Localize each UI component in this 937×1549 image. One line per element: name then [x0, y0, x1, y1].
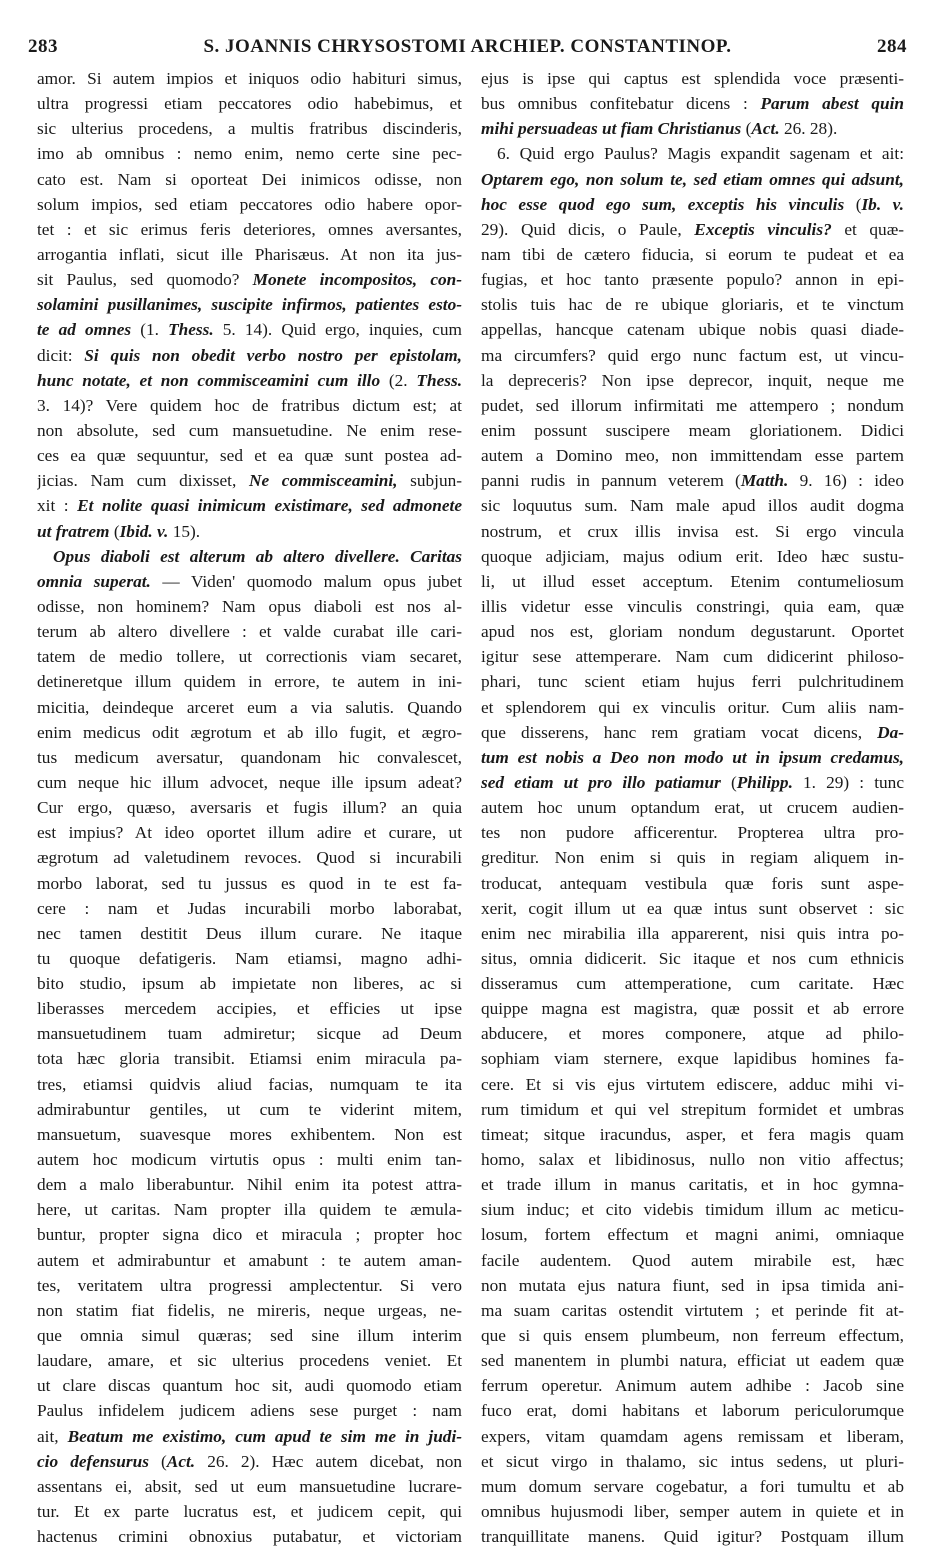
text-segment: non mutata ejus natura fiunt, sed in ipsa timida ani- [481, 1275, 904, 1295]
text-line [481, 594, 904, 619]
right-text-column [481, 66, 904, 1549]
text-segment: autem hoc modicum virtutis opus : multi enim tan- [37, 1150, 462, 1170]
text-line [37, 770, 462, 795]
text-line [37, 745, 462, 770]
text-line [481, 1172, 904, 1197]
text-line [481, 669, 904, 694]
text-segment: tur. Et ex parte lucratus est, et judicem cepit, qui [37, 1502, 462, 1522]
italic-text: Ne commisceamini, [248, 471, 398, 491]
text-line [481, 1072, 904, 1097]
text-line [481, 1424, 904, 1449]
text-line [37, 1122, 462, 1147]
text-segment: 6. Quid ergo Paulus? Magis expandit sagenam et ait: [497, 144, 904, 164]
text-line [37, 1021, 462, 1046]
text-segment: (2. [380, 370, 417, 390]
text-line [481, 167, 904, 192]
left-text-column [37, 66, 462, 1549]
text-line [37, 1172, 462, 1197]
text-segment: est impius? At ideo oportet illum adire et curare, ut [37, 823, 462, 843]
text-line [37, 1323, 462, 1348]
text-line [37, 669, 462, 694]
text-segment: stolis tuis hac de re ubique gloriaris, et te vinctum [481, 295, 904, 315]
text-segment: 26. 28). [779, 119, 838, 139]
text-segment: fuco erat, domi habitans et laborum periculorumque [481, 1401, 904, 1421]
text-line [481, 619, 904, 644]
text-segment: autem hoc unum optandum erat, ut crucem audien- [481, 798, 904, 818]
text-segment: autem et admirabuntur et amabunt : te autem aman- [37, 1250, 462, 1270]
text-segment: enim nec mirabilia illa apparerent, nisi quis intra po- [481, 923, 904, 943]
italic-text: Act. [166, 1451, 196, 1471]
text-line [37, 393, 462, 418]
page-header [28, 36, 907, 60]
text-line [37, 1373, 462, 1398]
text-segment: mansuetudinem tuam admiretur; sicque ad Deum [37, 1024, 462, 1044]
text-segment: mansuetum, suavesque mores exhibentem. Non est [37, 1124, 462, 1144]
text-segment: ultra progressi etiam peccatores odio habebimus, et [37, 94, 462, 114]
text-line [481, 1097, 904, 1122]
text-segment: expers, vitam quamdam agens remissam et liberam, [481, 1426, 904, 1446]
text-line [481, 896, 904, 921]
text-line [37, 1474, 462, 1499]
text-segment: ait, [37, 1426, 68, 1446]
text-segment: amor. Si autem impios et iniquos odio habituri simus, [37, 69, 462, 88]
text-segment: dem a malo liberabuntur. Nihil enim ita potest attra- [37, 1175, 462, 1195]
text-line [37, 1072, 462, 1097]
text-segment: ( [148, 1451, 167, 1471]
text-line [481, 1499, 904, 1524]
text-segment: et quæ- [831, 219, 904, 239]
text-line [481, 1323, 904, 1348]
text-segment: ægrotum ad valetudinem revoces. Quod si incurabili [37, 848, 462, 868]
text-segment: cato est. Nam si oporteat Dei inimicos odisse, non [37, 169, 462, 189]
text-segment: disseramus cum attemperatione, cum caritate. Hæc [481, 974, 904, 994]
italic-text: Exceptis vinculis? [694, 219, 832, 239]
text-line [37, 1398, 462, 1423]
text-segment: xerit, cogit illum ut ea quæ intus sunt observet : sic [481, 898, 904, 918]
text-segment: autem a Domino meo, non immittendam esse partem [481, 446, 904, 466]
text-segment: situs, omnia didicerit. Sic itaque et nos cum ethnicis [481, 948, 904, 968]
text-line [37, 1147, 462, 1172]
text-line [481, 242, 904, 267]
text-line [481, 443, 904, 468]
text-segment: hactenus crimini obnoxius putabatur, et victoriam [37, 1527, 462, 1547]
text-line [481, 1122, 904, 1147]
text-segment: 26. 2). Hæc autem dicebat, non [195, 1451, 462, 1471]
text-line [37, 695, 462, 720]
text-segment: tranquillitate manens. Quid igitur? Postquam illum [481, 1527, 904, 1547]
text-segment: facile audentem. Quod autem mirabile est, hæc [481, 1250, 904, 1270]
text-line [37, 795, 462, 820]
text-segment: fugias, et hoc tanto præsente populo? annon in epi- [481, 270, 904, 290]
text-segment: nec tamen destitit Deus illum curare. Ne itaque [37, 923, 462, 943]
text-line [481, 1474, 904, 1499]
text-segment: et trade illum in manus caritatis, et in hoc gymna- [481, 1175, 904, 1195]
italic-text: Optarem ego, non solum te, sed etiam omnes qui adsunt, [481, 169, 904, 189]
text-segment: 9. 16) : ideo [788, 471, 904, 491]
text-segment: ( [109, 521, 120, 541]
text-segment: tes non pudore afficerentur. Propterea ultra pro- [481, 823, 904, 843]
running-title: S. JOANNIS CHRYSOSTOMI ARCHIEP. CONSTANTINOP. [203, 36, 732, 57]
text-segment: cum neque hic illum advocet, neque ille ipsum adeat? [37, 772, 462, 792]
text-line [481, 996, 904, 1021]
text-line [37, 317, 462, 342]
text-segment: ( [720, 772, 737, 792]
text-line [481, 695, 904, 720]
text-segment: enim medicus odit ægrotum et ab illo fugit, et ægro- [37, 722, 462, 742]
text-line [481, 820, 904, 845]
text-line [37, 217, 462, 242]
text-segment: sic ulterius procedens, a multis fratribus discinderis, [37, 119, 462, 139]
text-segment: sed manentem in plumbi natura, efficiat ut eadem quæ [481, 1351, 904, 1371]
text-segment: odisse, non hominem? Nam opus diaboli est nos al- [37, 596, 462, 616]
text-segment: et sicut virgo in thalamo, sic intus sedens, ut pluri- [481, 1451, 904, 1471]
text-line [481, 91, 904, 116]
page-number-right: 284 [877, 36, 907, 57]
text-segment: appellas, hancque catenam ubique nobis quasi diade- [481, 320, 904, 340]
italic-text: tum est nobis a Deo non modo ut in ipsum credamus, [481, 747, 904, 767]
text-segment: mum domum servare cogebatur, a fori tumultu et ab [481, 1476, 904, 1496]
text-line [481, 1021, 904, 1046]
text-line [37, 493, 462, 518]
text-segment: abducere, et mores componere, atque ad philo- [481, 1024, 904, 1044]
text-line [37, 242, 462, 267]
text-line [37, 66, 462, 91]
text-line [37, 544, 462, 569]
text-line [481, 267, 904, 292]
italic-text: Si quis non obedit verbo nostro per epistolam, [84, 345, 462, 365]
text-segment: 1. 29) : tunc [792, 772, 904, 792]
text-line [481, 343, 904, 368]
italic-text: cio defensurus [37, 1451, 149, 1471]
text-line [37, 594, 462, 619]
text-segment: (1. [131, 320, 169, 340]
text-segment: ces ea quæ sequuntur, sed et ea quæ sunt postea ad- [37, 446, 462, 466]
text-segment: solum impios, sed etiam peccatores odio habere opor- [37, 194, 462, 214]
text-line [481, 493, 904, 518]
text-line [37, 343, 462, 368]
italic-text: Monete incompositos, con- [252, 270, 462, 290]
text-line [481, 141, 904, 166]
text-line [481, 1398, 904, 1423]
text-segment: panni rudis in pannum veterem ( [481, 471, 741, 491]
text-segment: ma circumfers? quid ergo nunc factum est, ut vincu- [481, 345, 904, 365]
text-segment: dicit: [37, 345, 85, 365]
italic-text: hoc esse quod ego sum, exceptis his vinculis [481, 194, 845, 214]
text-line [37, 1424, 462, 1449]
text-line [481, 1046, 904, 1071]
text-segment: ejus is ipse qui captus est splendida voce præsenti- [481, 69, 904, 88]
text-line [37, 569, 462, 594]
text-line [37, 267, 462, 292]
text-line [481, 468, 904, 493]
text-segment: quippe magna est magistra, quæ possit et ab errore [481, 999, 904, 1019]
text-segment: homo, salax et libidinosus, nullo non vitio affectus; [481, 1150, 904, 1170]
text-line [37, 921, 462, 946]
text-segment: tes, veritatem ultra progressi amplectentur. Si vero [37, 1275, 462, 1295]
text-segment: losum, fortem effectum et magni animi, omniaque [481, 1225, 904, 1245]
text-segment: here, ut caritas. Nam propter illa quidem te æmula- [37, 1200, 462, 1220]
text-line [37, 1524, 462, 1549]
text-line [481, 418, 904, 443]
text-line [37, 1298, 462, 1323]
text-segment: que disserens, hanc rem gratiam vocat dicens, [481, 722, 878, 742]
text-segment: admirabuntur gentiles, ut cum te viderint mitem, [37, 1099, 462, 1119]
text-line [37, 971, 462, 996]
text-line [37, 519, 462, 544]
text-line [481, 720, 904, 745]
text-segment: apud nos est, gloriam nondum degustarunt. Oportet [481, 622, 904, 642]
italic-text: Parum abest quin [760, 94, 904, 114]
text-segment: la depreceris? Non ipse deprecor, inquit, neque me [481, 370, 904, 390]
text-line [37, 167, 462, 192]
text-line [481, 1449, 904, 1474]
text-segment: ut clare discas quantum hoc sit, audi quomodo etiam [37, 1376, 462, 1396]
text-segment: pudet, sed illorum infirmitati me attempero ; nondum [481, 395, 904, 415]
text-segment: cere : nam et Judas incurabili morbo laborabat, [37, 898, 462, 918]
text-line [37, 368, 462, 393]
text-line [37, 443, 462, 468]
text-segment: buntur, propter signa dico et miracula ; propter hoc [37, 1225, 462, 1245]
italic-text: Ib. v. [861, 194, 904, 214]
text-segment: rum timidum et qui vel strepitum formidet et umbras [481, 1099, 904, 1119]
text-segment: terum ab altero divellere : et valde curabat ille cari- [37, 622, 462, 642]
text-segment: 3. 14)? Vere quidem hoc de fratribus dictum est; at [37, 395, 462, 415]
text-line [37, 896, 462, 921]
text-segment: arrogantia inflati, sicut ille Pharisæus. At non ita jus- [37, 244, 462, 264]
text-line [37, 720, 462, 745]
text-line [481, 116, 904, 141]
text-line [37, 845, 462, 870]
text-line [37, 871, 462, 896]
text-segment: non absolute, sed cum mansuetudine. Ne enim rese- [37, 420, 462, 440]
text-segment: omnibus hujusmodi liber, semper autem in quiete et in [481, 1502, 904, 1522]
text-line [481, 745, 904, 770]
text-segment: greditur. Non enim si quis in regiam aliquem in- [481, 848, 904, 868]
text-line [481, 192, 904, 217]
text-segment: detineretque illum quidem in errore, te autem in ini- [37, 672, 462, 692]
italic-text: hunc notate, et non commisceamini cum illo [37, 370, 381, 390]
text-line [481, 921, 904, 946]
text-line [37, 1248, 462, 1273]
text-segment: ma suam caritas ostendit virtutem ; et perinde fit at- [481, 1300, 904, 1320]
italic-text: Matth. [740, 471, 789, 491]
text-line [481, 569, 904, 594]
text-segment: troducat, antequam vestibula quæ foris sunt aspe- [481, 873, 904, 893]
text-segment: illis videtur esse vinculis constringi, quia eam, quæ [481, 596, 904, 616]
text-segment: tres, etiamsi quidvis aliud facias, numquam te ita [37, 1074, 462, 1094]
text-segment: liberasses mercedem accipies, et efficies ut ipse [37, 999, 462, 1019]
text-line [481, 544, 904, 569]
text-segment: Cur ergo, quæso, aversaris et fugis illum? an quia [37, 798, 462, 818]
italic-text: sed etiam ut pro illo patiamur [481, 772, 721, 792]
text-line [481, 1373, 904, 1398]
text-segment: micitia, deindeque arceret eum a via salutis. Quando [37, 697, 462, 717]
text-line [481, 1524, 904, 1549]
text-line [37, 292, 462, 317]
text-line [37, 116, 462, 141]
text-line [481, 292, 904, 317]
text-line [37, 644, 462, 669]
text-segment: li, ut illud esset acceptum. Etenim contumeliosum [481, 571, 904, 591]
text-line [37, 946, 462, 971]
text-segment: bus omnibus confitebatur dicens : [481, 94, 761, 114]
text-segment: sium induc; et cito videbis timidum illum ac meticu- [481, 1200, 904, 1220]
italic-text: Act. [751, 119, 780, 139]
text-line [37, 1097, 462, 1122]
text-segment: 15). [168, 521, 201, 541]
text-line [481, 1248, 904, 1273]
text-line [481, 644, 904, 669]
text-line [37, 1197, 462, 1222]
text-segment: sophiam viam sternere, exque lapidibus homines fa- [481, 1049, 904, 1069]
text-line [37, 468, 462, 493]
text-segment: cere. Et si vis ejus virtutem ediscere, adduc mihi vi- [481, 1074, 904, 1094]
text-line [37, 1348, 462, 1373]
text-line [37, 1046, 462, 1071]
text-segment: sic loquutus sum. Nam male apud illos audit dogma [481, 496, 904, 516]
text-segment: morbo laborat, sed tu jussus es quod in te est fa- [37, 873, 462, 893]
text-segment: ( [844, 194, 862, 214]
italic-text: ut fratrem [37, 521, 110, 541]
text-segment: assentans ei, absit, sed ut eum mansuetudine lucrare- [37, 1476, 462, 1496]
text-line [481, 1197, 904, 1222]
italic-text: te ad omnes [37, 320, 132, 340]
text-line [37, 91, 462, 116]
text-segment: Paulus infidelem judicem adiens sese purget : nam [37, 1401, 462, 1421]
text-line [481, 217, 904, 242]
text-segment: ferrum operetur. Animum autem adhibe : Jacob sine [481, 1376, 904, 1396]
text-segment: 5. 14). Quid ergo, inquies, cum [213, 320, 462, 340]
text-segment: que si quis ensem plumbeum, non ferreum effectum, [481, 1326, 904, 1346]
text-line [37, 192, 462, 217]
text-line [481, 871, 904, 896]
text-segment: nostrum, et crux illis invisa est. Si ergo vincula [481, 521, 904, 541]
text-line [481, 317, 904, 342]
text-segment: 29). Quid dicis, o Paule, [481, 219, 695, 239]
text-line [37, 1222, 462, 1247]
text-segment: — Viden' quomodo malum opus jubet [150, 571, 462, 591]
text-segment: jicias. Nam cum dixisset, [37, 471, 249, 491]
text-segment: ( [741, 119, 752, 139]
text-line [37, 820, 462, 845]
italic-text: Opus diaboli est alterum ab altero divellere. Caritas [53, 546, 462, 566]
text-segment: tota hæc gloria transibit. Etiamsi enim miracula pa- [37, 1049, 462, 1069]
text-line [481, 519, 904, 544]
text-segment: xit : [37, 496, 78, 516]
text-line [481, 1348, 904, 1373]
page-number-left: 283 [28, 36, 58, 57]
text-line [481, 795, 904, 820]
text-line [481, 1298, 904, 1323]
text-line [37, 996, 462, 1021]
italic-text: Da- [877, 722, 904, 742]
text-segment: timeat; sitque iracundus, asper, et fera magis quam [481, 1124, 904, 1144]
text-line [481, 1147, 904, 1172]
italic-text: Philipp. [736, 772, 793, 792]
text-segment: tet : et sic erimus feris deteriores, omnes aversantes, [37, 219, 462, 239]
text-segment: non statim fiat fidelis, ne mireris, neque urgeas, ne- [37, 1300, 462, 1320]
text-segment: phari, tunc scient etiam hujus ferri pulchritudinem [481, 672, 904, 692]
text-line [37, 1499, 462, 1524]
text-segment: bito studio, ipsum ab impietate non liberes, ac si [37, 974, 462, 994]
text-segment: tus medicum aversatur, quandonam hic convalescet, [37, 747, 462, 767]
text-segment: quoque adjiciam, majus odium erit. Ideo hæc sustu- [481, 546, 904, 566]
text-segment: subjun- [397, 471, 462, 491]
text-segment: enim possunt suscipere meam gloriationem. Didici [481, 420, 904, 440]
text-line [481, 946, 904, 971]
text-line [481, 1222, 904, 1247]
text-line [481, 770, 904, 795]
italic-text: Ibid. v. [119, 521, 169, 541]
text-line [37, 1273, 462, 1298]
text-line [37, 1449, 462, 1474]
text-line [37, 141, 462, 166]
text-segment: nam tibi de cætero fiducia, si eorum te pudeat et ea [481, 244, 904, 264]
text-line [481, 1273, 904, 1298]
italic-text: Thess. [168, 320, 214, 340]
text-line [37, 619, 462, 644]
text-segment: igitur sese attemperare. Nam cum didicerint philoso- [481, 647, 904, 667]
text-line [481, 368, 904, 393]
text-line [481, 66, 904, 91]
text-segment: tatem de medio tollere, ut correctionis viam secaret, [37, 647, 462, 667]
text-line [37, 418, 462, 443]
italic-text: Et nolite quasi inimicum existimare, sed admonete [77, 496, 462, 516]
text-segment: que omnia simul quæras; sed sine illum interim [37, 1326, 462, 1346]
text-segment: et splendorem qui ex vinculis oritur. Cum aliis nam- [481, 697, 904, 717]
text-segment: laudare, amare, et sic ulterius procedens veniet. Et [37, 1351, 462, 1371]
italic-text: omnia superat. [37, 571, 151, 591]
text-segment: tu quoque defatigeris. Nam etiamsi, magno adhi- [37, 948, 462, 968]
text-line [481, 971, 904, 996]
italic-text: Beatum me existimo, cum apud te sim me in judi- [67, 1426, 462, 1446]
text-segment: sit Paulus, sed quomodo? [37, 270, 253, 290]
italic-text: mihi persuadeas ut fiam Christianus [481, 119, 742, 139]
text-line [481, 393, 904, 418]
text-segment: imo ab omnibus : nemo enim, nemo certe sine pec- [37, 144, 462, 164]
italic-text: solamini pusillanimes, suscipite infirmos, patientes esto- [37, 295, 462, 315]
text-line [481, 845, 904, 870]
italic-text: Thess. [416, 370, 462, 390]
